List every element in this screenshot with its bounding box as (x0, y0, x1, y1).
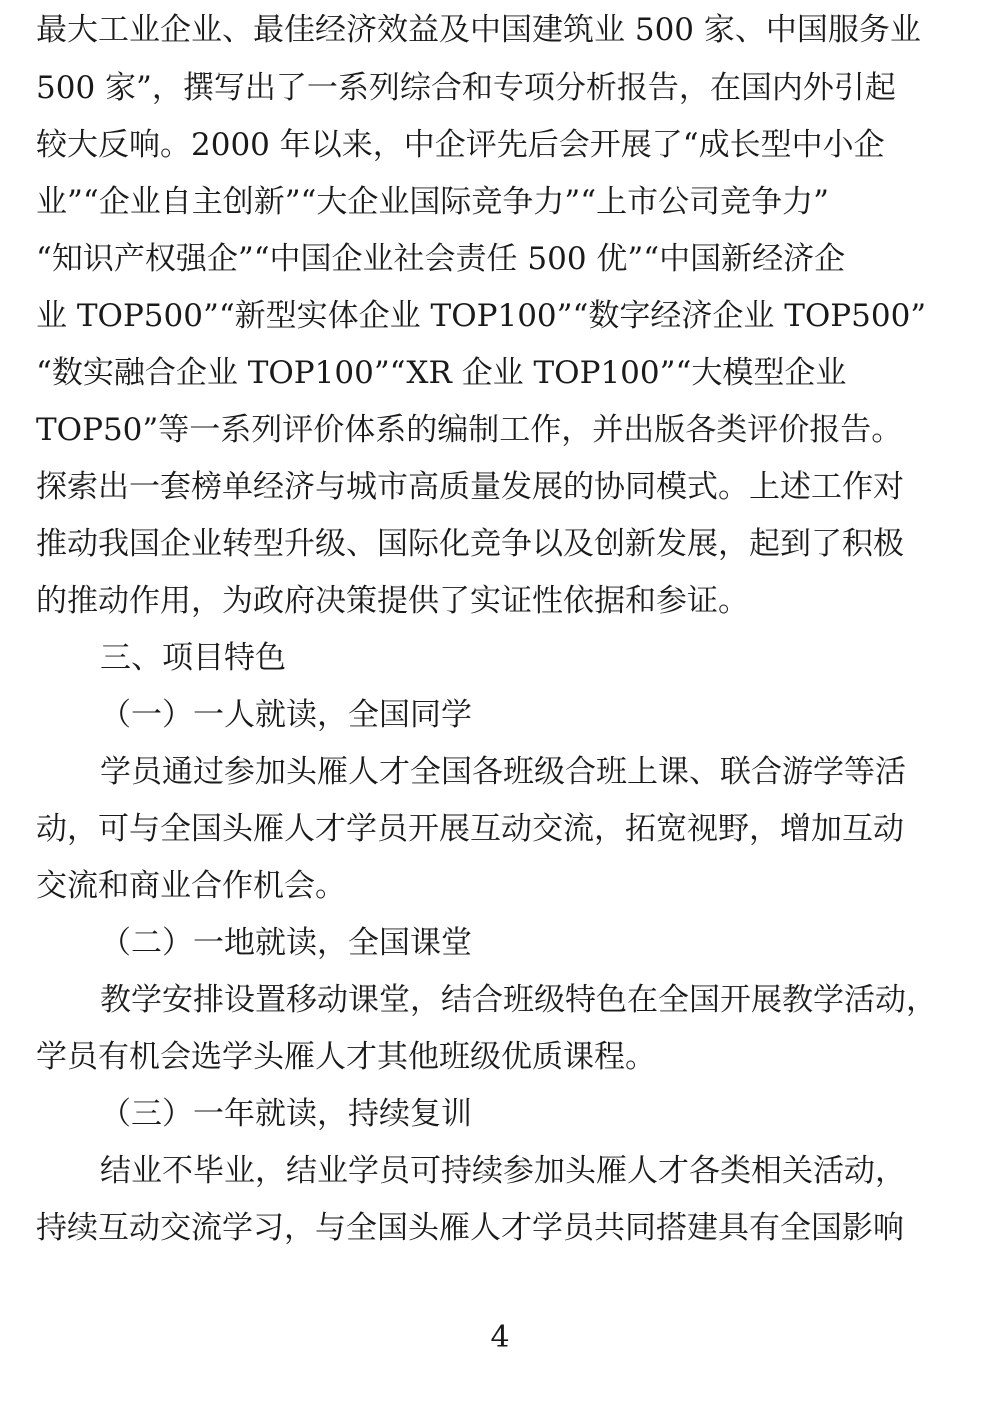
paragraph-line: “数实融合企业 TOP100”“XR 企业 TOP100”“大模型企业 (36, 355, 847, 391)
paragraph-line: 交流和商业合作机会。 (36, 868, 346, 904)
paragraph-line: 较大反响。2000 年以来，中企评先后会开展了“成长型中小企 (36, 127, 885, 163)
paragraph-line: 结业不毕业，结业学员可持续参加头雁人才各类相关活动， (100, 1153, 906, 1189)
paragraph-line: 教学安排设置移动课堂，结合班级特色在全国开展教学活动， (100, 982, 937, 1018)
section-heading: 三、项目特色 (100, 640, 286, 676)
paragraph-line: 最大工业企业、最佳经济效益及中国建筑业 500 家、中国服务业 (36, 12, 921, 48)
paragraph-line: TOP50”等一系列评价体系的编制工作，并出版各类评价报告。 (36, 412, 903, 448)
paragraph-line: 持续互动交流学习，与全国头雁人才学员共同搭建具有全国影响 (36, 1210, 904, 1246)
paragraph-line: 推动我国企业转型升级、国际化竞争以及创新发展，起到了积极 (36, 526, 904, 562)
paragraph-line: 业 TOP500”“新型实体企业 TOP100”“数字经济企业 TOP500” (36, 298, 927, 334)
paragraph-line: “知识产权强企”“中国企业社会责任 500 优”“中国新经济企 (36, 241, 846, 277)
paragraph-line: 500 家”，撰写出了一系列综合和专项分析报告，在国内外引起 (36, 70, 896, 106)
paragraph-line: 业”“企业自主创新”“大企业国际竞争力”“上市公司竞争力” (36, 184, 829, 220)
subsection-heading-3: （三）一年就读，持续复训 (100, 1096, 472, 1132)
page-number: 4 (490, 1320, 510, 1355)
paragraph-line: 学员通过参加头雁人才全国各班级合班上课、联合游学等活 (100, 754, 906, 790)
subsection-heading-2: （二）一地就读，全国课堂 (100, 925, 472, 961)
paragraph-line: 探索出一套榜单经济与城市高质量发展的协同模式。上述工作对 (36, 469, 904, 505)
paragraph-line: 的推动作用，为政府决策提供了实证性依据和参证。 (36, 583, 749, 619)
paragraph-line: 动，可与全国头雁人才学员开展互动交流，拓宽视野，增加互动 (36, 811, 904, 847)
subsection-heading-1: （一）一人就读，全国同学 (100, 697, 472, 733)
paragraph-line: 学员有机会选学头雁人才其他班级优质课程。 (36, 1039, 656, 1075)
